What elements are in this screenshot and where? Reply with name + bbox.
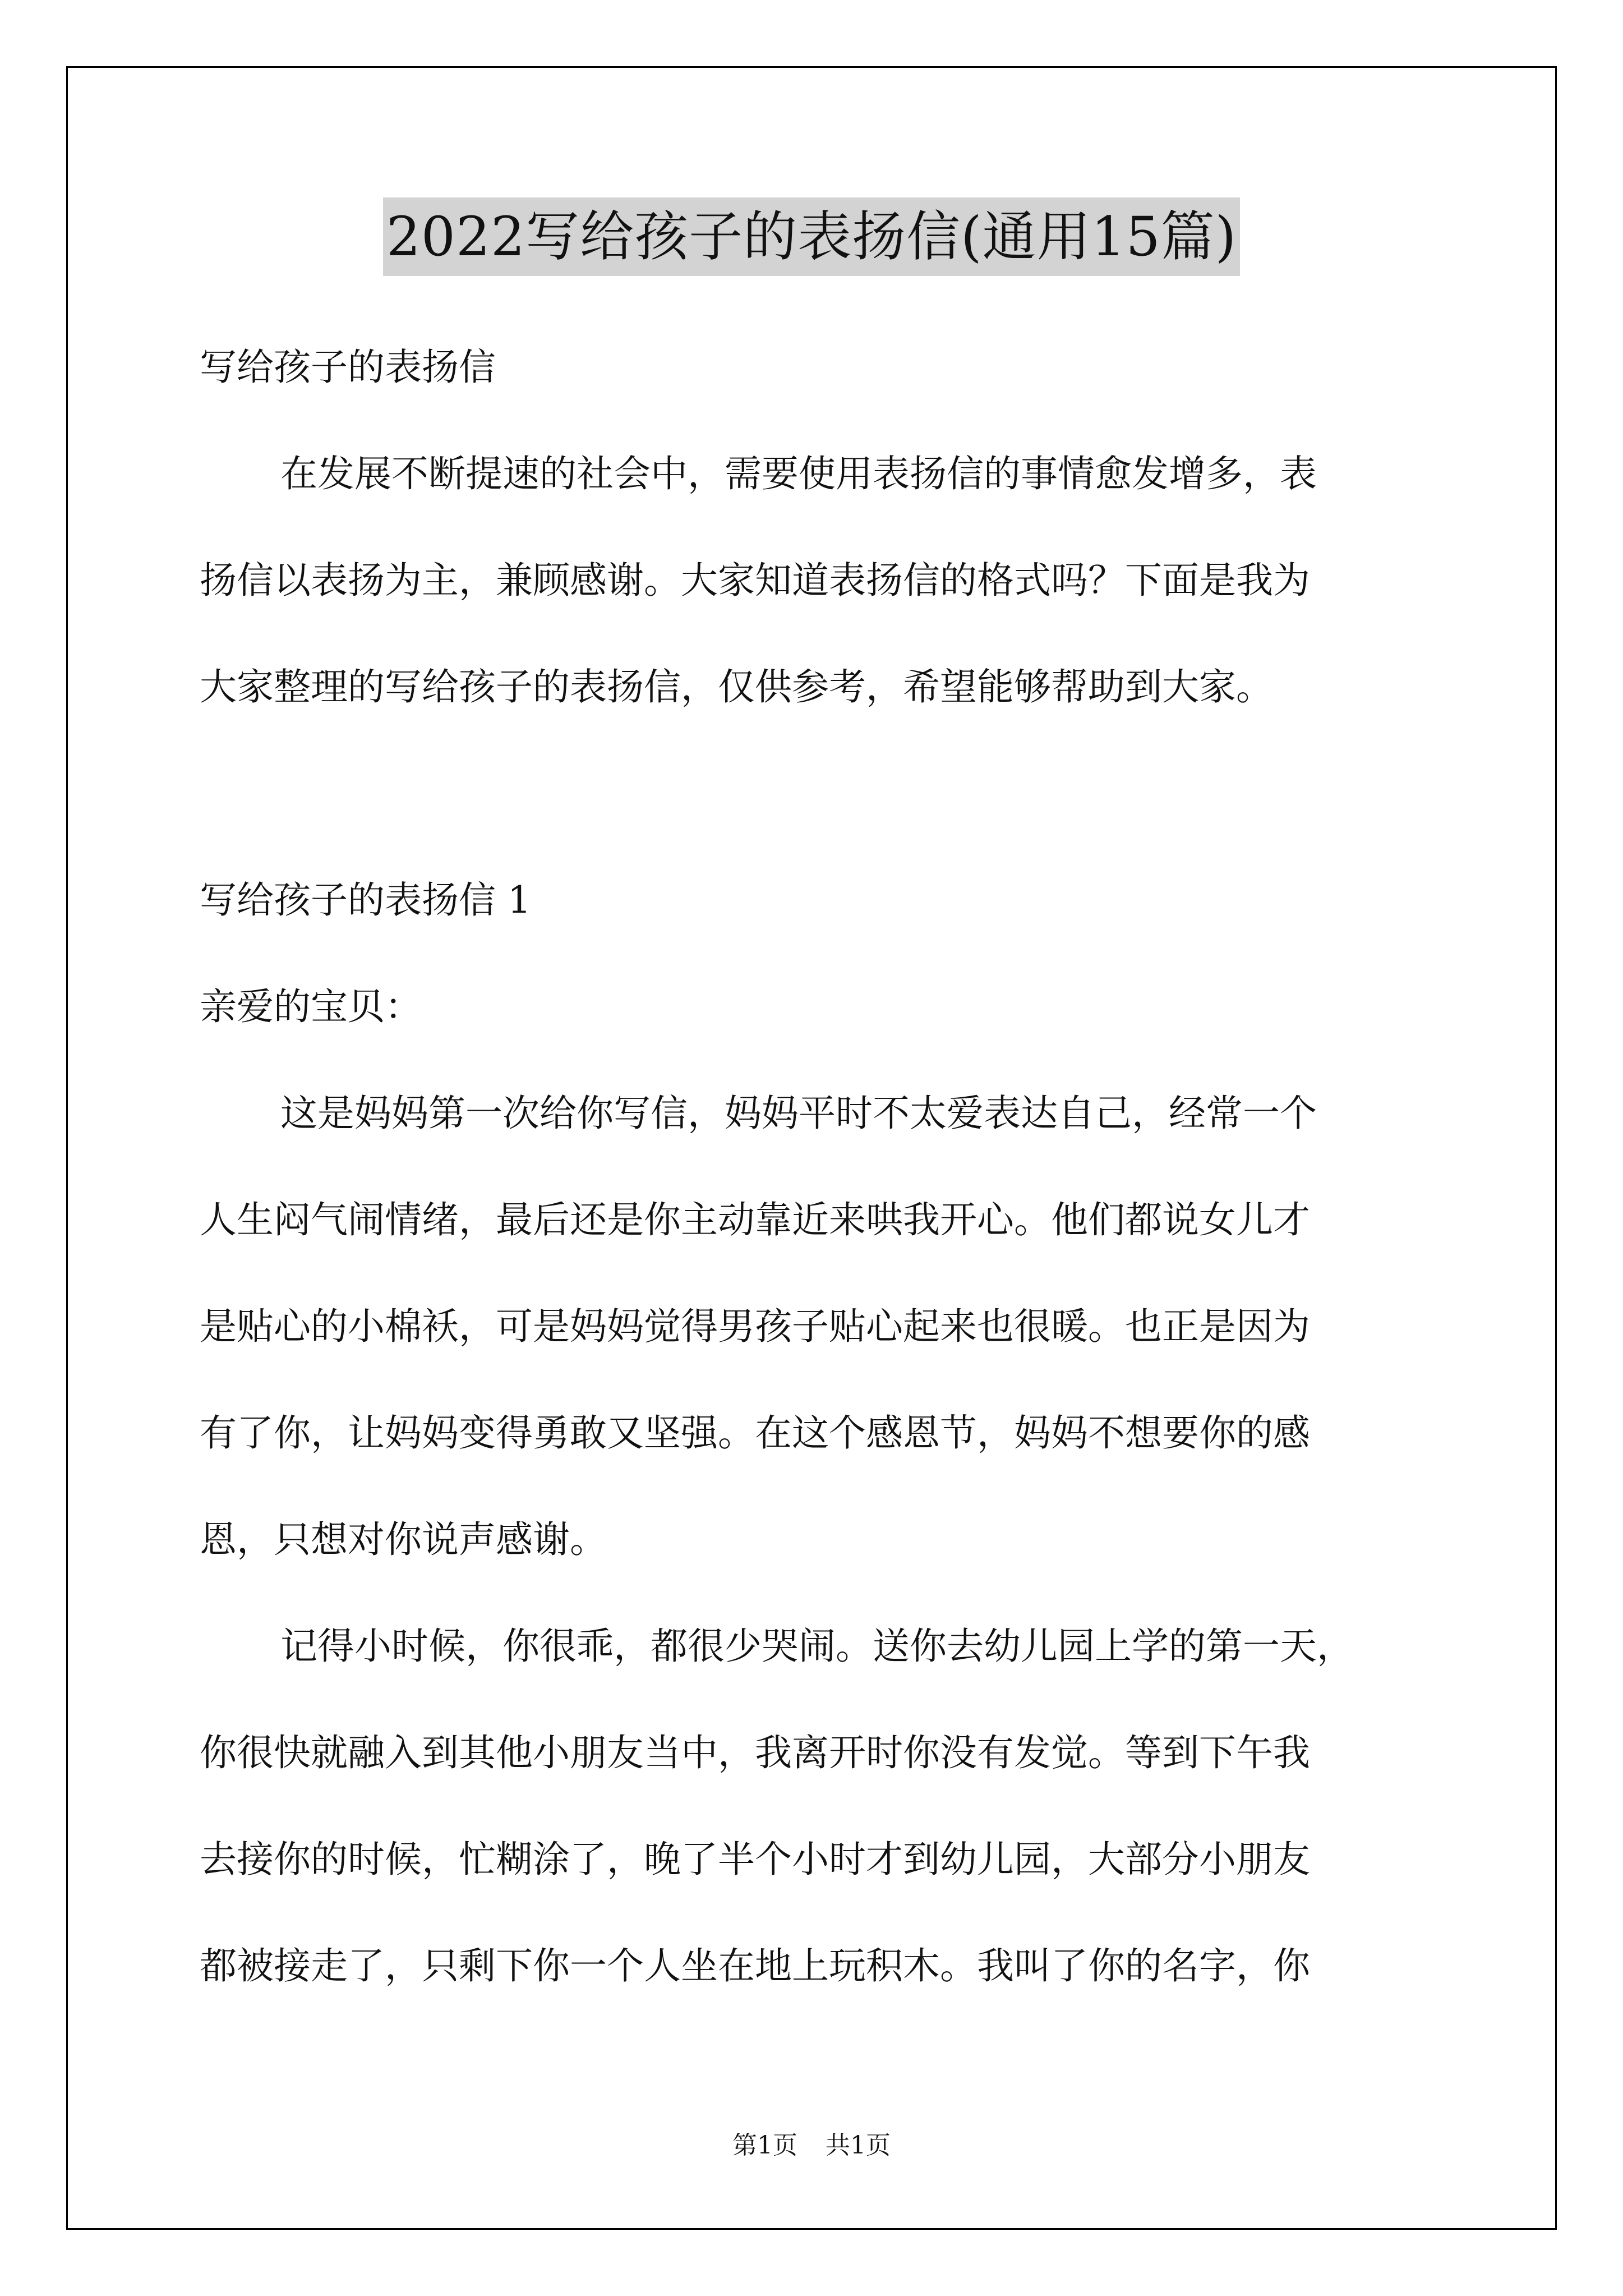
- salutation: 亲爱的宝贝：: [200, 985, 422, 1028]
- intro-line: 大家整理的写给孩子的表扬信，仅供参考，希望能够帮助到大家。: [200, 665, 1273, 708]
- letter-heading: 写给孩子的表扬信 1: [200, 878, 531, 922]
- paragraph-spacer: [200, 740, 1433, 847]
- paragraph-line: 都被接走了，只剩下你一个人坐在地上玩积木。我叫了你的名字，你: [200, 1944, 1310, 1987]
- intro-line: 在发展不断提速的社会中，需要使用表扬信的事情愈发增多，表: [280, 452, 1317, 495]
- title-container: [0, 197, 1623, 276]
- section-heading: 写给孩子的表扬信: [200, 346, 496, 389]
- paragraph-line: 你很快就融入到其他小朋友当中，我离开时你没有发觉。等到下午我: [200, 1731, 1310, 1774]
- paragraph-line: 人生闷气闹情绪，最后还是你主动靠近来哄我开心。他们都说女儿才: [200, 1198, 1310, 1241]
- paragraph-line: 有了你，让妈妈变得勇敢又坚强。在这个感恩节，妈妈不想要你的感: [200, 1411, 1310, 1455]
- paragraph-line: 是贴心的小棉袄，可是妈妈觉得男孩子贴心起来也很暖。也正是因为: [200, 1305, 1310, 1348]
- paragraph-line: 去接你的时候，忙糊涂了，晚了半个小时才到幼儿园，大部分小朋友: [200, 1838, 1310, 1881]
- page-footer: [0, 2129, 1623, 2162]
- page-total: 共1页: [826, 2131, 891, 2160]
- intro-line: 扬信以表扬为主，兼顾感谢。大家知道表扬信的格式吗？下面是我为: [200, 559, 1310, 602]
- paragraph-line: 记得小时候，你很乖，都很少哭闹。送你去幼儿园上学的第一天，: [280, 1625, 1354, 1668]
- document-title: 2022写给孩子的表扬信(通用15篇): [383, 197, 1240, 276]
- page-current: 第1页: [732, 2131, 797, 2160]
- paragraph-line: 这是妈妈第一次给你写信，妈妈平时不太爱表达自己，经常一个: [280, 1092, 1317, 1135]
- paragraph-line: 恩，只想对你说声感谢。: [200, 1518, 607, 1561]
- document-body: [200, 314, 1433, 2019]
